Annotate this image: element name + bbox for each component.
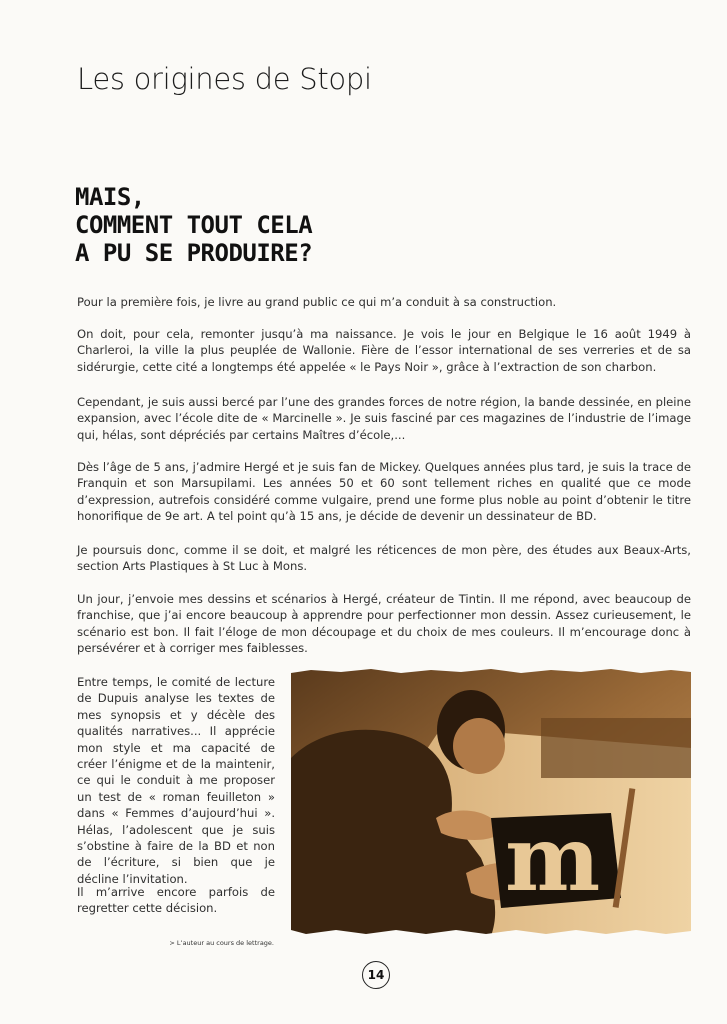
- headline: [75, 183, 405, 267]
- page-number: 14: [362, 961, 390, 989]
- headline-line: COMMENT TOUT CELA: [75, 211, 313, 239]
- paragraph-studies: Je poursuis donc, comme il se doit, et malgré les réticences de mon père, des études aux Beaux-Arts, section Arts Plastiques à St Luc à Mons.: [77, 543, 691, 574]
- side-paragraph-dupuis: Entre temps, le comité de lecture de Dupuis analyse les textes de mes synopsis et y décèle des qualités narratives... Il apprécie mon style et ma capacité de créer l’énigme et de la maintenir, ce qui le conduit à me proposer un test de « roman feuilleton » dans « Femmes d’aujourd’hui ». Hélas, l’adolescent que je suis s’obstine à faire de la BD et non de l’écriture, si bien que je décline l’invitation.: [77, 675, 275, 886]
- headline-line: MAIS,: [75, 183, 145, 211]
- photo-caption: > L’auteur au cours de lettrage.: [169, 939, 274, 947]
- author-photo: [291, 668, 691, 936]
- svg-text:m: m: [505, 806, 601, 912]
- side-paragraph-regret: Il m’arrive encore parfois de regretter cette décision.: [77, 885, 275, 916]
- paragraph-intro: Pour la première fois, je livre au grand public ce qui m’a conduit à sa construction.: [77, 295, 557, 309]
- paragraph-birth: On doit, pour cela, remonter jusqu’à ma naissance. Je vois le jour en Belgique le 16 août 1949 à Charleroi, la ville la plus peuplée de Wallonie. Fière de l’essor international de ses verreries et de sa sidérurgie, cette cité a longtemps été appelée « le Pays Noir », grâce à l’extraction de son charbon.: [77, 327, 691, 374]
- paragraph-herge: Dès l’âge de 5 ans, j’admire Hergé et je suis fan de Mickey. Quelques années plus tard, je suis la trace de Franquin et son Marsupilami. Les années 50 et 60 sont tellement riches en qualité que ce mode d’expression, autrefois considéré comme vulgaire, prend une forme plus noble au point d’obtenir le titre honorifique de 9e art. A tel point qu’à 15 ans, je décide de devenir un dessinateur de BD.: [77, 460, 691, 524]
- page-title: Les origines de Stopi: [77, 62, 372, 96]
- headline-line: A PU SE PRODUIRE?: [75, 239, 313, 267]
- paragraph-bd: Cependant, je suis aussi bercé par l’une des grandes forces de notre région, la bande dessinée, en pleine expansion, avec l’école dite de « Marcinelle ». Je suis fasciné par ces magazines de l’industrie de l’image qui, hélas, sont dépréciés par certains Maîtres d’école,...: [77, 395, 691, 442]
- paragraph-letter: Un jour, j’envoie mes dessins et scénarios à Hergé, créateur de Tintin. Il me répond, avec beaucoup de franchise, que j’ai encore beaucoup à apprendre pour perfectionner mon dessin. Assez curieusement, le scénario est bon. Il fait l’éloge de mon découpage et du choix de mes couleurs. Il m’encourage donc à persévérer et à corriger mes faiblesses.: [77, 592, 691, 656]
